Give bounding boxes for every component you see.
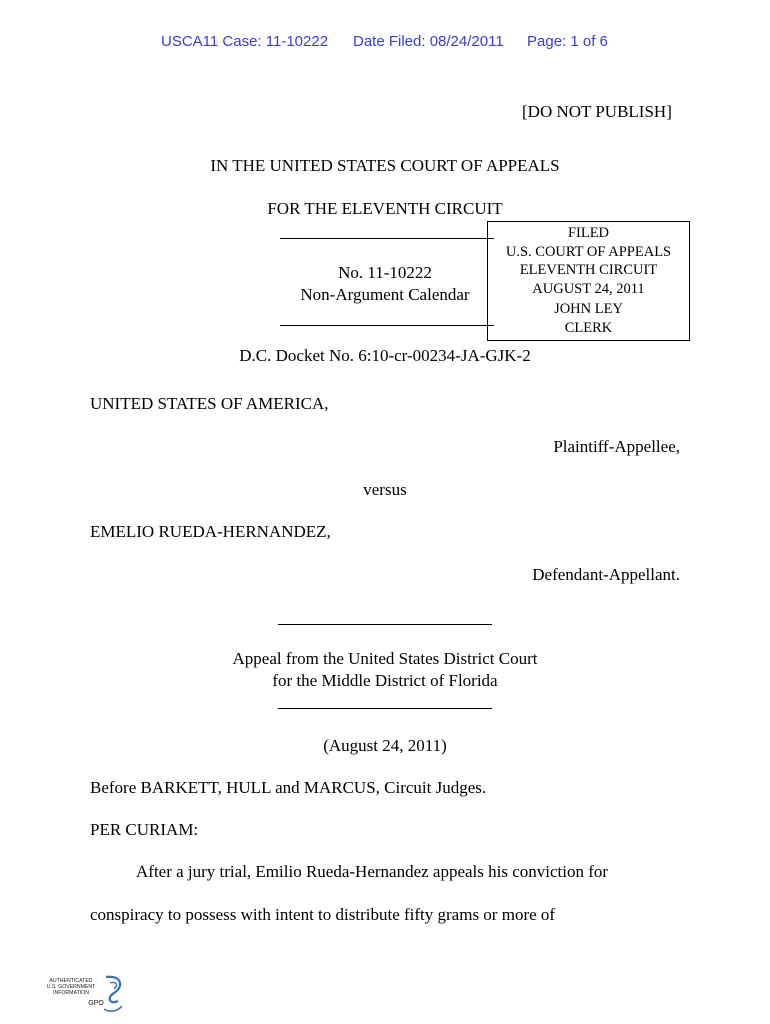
case-number: No. 11-10222 [338,263,432,282]
defendant-role: Defendant-Appellant. [532,565,680,584]
court-title-line2: FOR THE ELEVENTH CIRCUIT [267,199,503,218]
filed-stamp-line: ELEVENTH CIRCUIT [519,262,658,279]
versus-text: versus [363,480,407,499]
gpo-logo-text: GPO [88,1000,104,1007]
plaintiff-name: UNITED STATES OF AMERICA, [90,394,329,413]
filed-stamp-line: FILED [567,225,610,241]
calendar-type: Non-Argument Calendar [300,285,470,304]
appeal-top-rule [278,624,492,625]
case-block-top-rule [280,238,494,239]
judges-panel: Before BARKETT, HULL and MARCUS, Circuit Judges. [90,778,487,797]
filed-stamp-line: JOHN LEY [554,301,623,318]
docket-number: D.C. Docket No. 6:10-cr-00234-JA-GJK-2 [239,346,531,365]
gpo-logo-text: U.S. GOVERNMENT [46,984,96,990]
gpo-authentication-logo [44,973,130,1017]
gpo-logo-text: INFORMATION [53,990,89,996]
defendant-name: EMELIO RUEDA-HERNANDEZ, [90,522,331,541]
decision-date: (August 24, 2011) [323,736,447,755]
publish-note: [DO NOT PUBLISH] [522,102,672,121]
filed-stamp [487,221,690,341]
body-text-line: conspiracy to possess with intent to distribute fifty grams or more of [90,905,556,924]
per-curiam-heading: PER CURIAM: [90,820,199,839]
court-title-line1: IN THE UNITED STATES COURT OF APPEALS [210,156,560,175]
plaintiff-role: Plaintiff-Appellee, [553,437,680,456]
appeal-bottom-rule [278,708,492,709]
filed-stamp-line: U.S. COURT OF APPEALS [505,243,672,260]
case-block-bottom-rule [280,325,494,326]
body-text-line: After a jury trial, Emilio Rueda-Hernandez appeals his conviction for [136,862,609,881]
filed-stamp-line: CLERK [564,319,613,336]
eagle-icon [106,977,120,1002]
header-case-number: USCA11 Case: 11-10222 [161,33,329,50]
header-date-filed: Date Filed: 08/24/2011 [353,33,504,50]
appeal-line2: for the Middle District of Florida [272,671,498,690]
header-page-count: Page: 1 of 6 [527,33,608,50]
filed-stamp-line: AUGUST 24, 2011 [532,280,645,297]
gpo-logo-text: AUTHENTICATED [49,978,93,984]
appeal-line1: Appeal from the United States District Court [232,649,538,668]
